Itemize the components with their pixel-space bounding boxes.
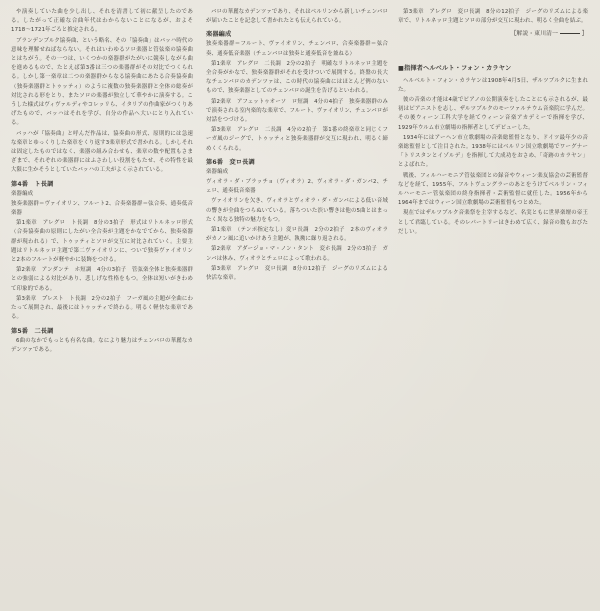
paragraph: 第3楽章 プレスト ト長調 2分の2拍子 フーガ風の主題が全曲にわたって展開され、最後にはトゥッティで終わる。明るく軽快な楽章である。 xyxy=(11,295,193,321)
paragraph: バロの華麗なカデンツァであり、それはベルリンから新しいチェンバロが届いたことを記念して書かれたとも伝えられている。 xyxy=(206,9,388,25)
conductor-section-title: ■指揮者ヘルベルト・フォン・カラヤン xyxy=(398,64,512,72)
section-heading: 第4番 ト長調 xyxy=(11,180,54,188)
paragraph: 戦後、フィルハーモニア管弦楽団との録音やウィーン楽友協会の芸術監督などを経て、1955年、フルトヴェングラーのあとをうけてベルリン・フィルハーモニー管弦楽団の終身指揮者・芸術監督に就任した。1956年から1964年まではウィーン国立歌劇場の芸術監督もつとめた。 xyxy=(398,172,588,207)
instrumentation: ヴィオラ・ダ・ブラッチョ（ヴィオラ）2、ヴィオラ・ダ・ガンバ2、チェロ、通奏低音楽器 xyxy=(206,179,388,195)
spacer xyxy=(398,46,588,64)
paragraph: 第2楽章 アフェットゥオーソ ロ短調 4分の4拍子 独奏楽器群のみで演奏される室内楽的な楽章で、フルート、ヴァイオリン、チェンバロが対話をつづける。 xyxy=(206,98,388,124)
column-middle xyxy=(206,0,388,611)
credit-rule xyxy=(560,33,580,34)
paragraph: 第1楽章 アレグロ 二長調 2分の2拍子 明確なリトルネッロ主題を全合奏がかなで、独奏楽器群がそれを受けついで展開する。終盤の長大なチェンバロのカデンツァは、この時代の協奏曲にはほとんど例のないもので、独奏楽器としてのチェンバロの誕生を告げるといわれる。 xyxy=(206,60,388,95)
paragraph: 彼の音楽の才能は4歳でピアノの公開演奏をしたことにも示されるが、最初はピアニストを志し、ザルツブルクのモーツァルテウム音楽院に学んだ。その後ウィーン工科大学を経てウィーン音楽アカデミーで指揮を学び、1929年ウルム市立劇場の指揮者としてデビューした。 xyxy=(398,97,588,131)
credit-bracket-close: ］ xyxy=(582,31,588,38)
paragraph: ヘルベルト・フォン・カラヤンは1908年4月5日、ザルツブルクに生まれた。 xyxy=(398,77,588,93)
paragraph: ヴァイオリンを欠き、ヴィオラとヴィオラ・ダ・ガンバによる低い音域の響きが全曲をつらぬいている。落ちついた渋い響きは他の5曲とはまったく異なる独特の魅力をもつ。 xyxy=(206,198,388,223)
paragraph: 第2楽章 アンダンテ ホ短調 4分の3拍子 管弦楽全体と独奏楽器群との強弱による対比があり、悲しげな性格をもつ。全体は短いがきわめて印象的である。 xyxy=(11,267,193,292)
column-right xyxy=(398,0,588,611)
paragraph: 現在ではザルツブルク音楽祭を主宰するなど、名実ともに世界楽壇の帝王として君臨している。そのレパートリーはきわめて広く、録音の数もおびただしい。 xyxy=(398,210,588,235)
section-heading: 第6番 変ロ長調 xyxy=(206,158,255,166)
paragraph: 第2楽章 アダージョ・マ・ノン・タント 変ホ長調 2分の3拍子 ガンバは休み、ヴィオラとチェロによって歌われる。 xyxy=(206,246,388,262)
credit-bracket-open: ［ xyxy=(510,31,517,38)
credit-name: 東川清一 xyxy=(534,31,559,38)
paragraph: 第3楽章 アレグロ 変ロ長調 8分の12拍子 ジーグのリズムによる楽章で、リトルネッロ主題とソロの部分が交互に現われ、明るく全曲を結ぶ。 xyxy=(398,9,588,25)
credit-prefix: 解説・ xyxy=(516,31,535,38)
section-subheading: 楽器編成 xyxy=(206,168,229,175)
paragraph: 第3楽章 アレグロ 変ロ長調 8分の12拍子 ジーグのリズムによる快活な楽章。 xyxy=(206,265,388,282)
column-left xyxy=(11,0,193,611)
instrumentation: 独奏楽器群＝ヴァイオリン、フルート2、合奏楽器群＝弦合奏、通奏低音楽器 xyxy=(11,200,193,217)
paragraph: バッハが『協奏曲』と呼んだ作品は、協奏曲の形式、原則的には急速な楽章とゆっくりした楽章をくり返す3楽章形式で書かれる。しかしそれは固定したものではなく、楽器の組み合わせも、楽章の数や配置もさまざまで、それぞれの楽器群にはふさわしい役割をもたせ、その特性を最大限に生かそうとしていたバッハの工夫がよく示されている。 xyxy=(11,130,193,174)
paragraph: 6曲のなかでもっとも有名な曲。なにより魅力はチェンバロの華麗なカデンツァである。 xyxy=(11,337,193,353)
paragraph: 第3楽章 アレグロ 二長調 4分の2拍子 第1番の終楽章と同じくフーガ風のジーグで、トゥッティと独奏楽器群が交互に現われ、明るく締めくくられる。 xyxy=(206,127,388,152)
paragraph: 1934年にはアーヘン市立歌劇場の音楽総監督となり、ドイツ最年少の音楽総監督として注目された。1938年にはベルリン国立歌劇場でワーグナー「トリスタンとイゾルデ」を指揮して大成功をおさめ、「奇跡のカラヤン」とよばれた。 xyxy=(398,134,588,169)
paragraph: 第1楽章 アレグロ ト長調 8分の3拍子 形式はリトルネッロ形式（合奏協奏曲の原則にしたがい全合奏が主題をかなでてから、独奏楽器群が現われる）で、トゥッティとソロが交互に対比されていく。主要主題はリトルネッロ主題で第二ヴァイオリンに、ついで独奏ヴァイオリンと2本のフルートが軽やかに装飾をつける。 xyxy=(11,220,193,264)
paragraph: 第1楽章 （テンポ指定なし）変ロ長調 2分の2拍子 2本のヴィオラがカノン風に追いかけあう主題が、執拗に繰り返される。 xyxy=(206,227,388,243)
section-subheading: 楽器編成 xyxy=(11,190,34,197)
instrumentation: 独奏楽器群＝フルート、ヴァイオリン、チェンバロ、合奏楽器群＝弦合奏、通奏低音楽器（チェンバロは独奏と通奏低音を兼ねる） xyxy=(206,41,388,57)
section-heading: 楽器編成 xyxy=(206,31,232,39)
commentary-credit xyxy=(398,30,588,39)
paragraph: ブランデンブルク協奏曲、という略名、その「協奏曲」はバッハ時代の意味を理解せねばならない。それはいわゆるソロ楽器と管弦楽の協奏曲とはちがう。その一つは、いくつかの楽器群がたがいに競奏しながら曲を進めるもので、たとえば第3番は三つの楽器群がその対比でつくられる。しかし第一楽章は二つの楽器群からなる協奏曲にあたる合奏協奏曲（独奏楽器群とトゥッティ）のように複数の独奏楽器群と全体の総奏が対比される形をとり、またソロの楽器が独立して華やかに演奏する。こうした様式はヴィヴァルディやコレッリら、イタリアの作曲家がつくりあげたもので、バッハはそれを学び、自分の作品へ大いにとり入れている。 xyxy=(11,37,193,127)
section-heading: 第5番 二長調 xyxy=(11,327,54,335)
paragraph: や演奏していた曲を少し出し、それを清書して初に献呈したのである。したがって正確な合曲年代はわからないことになるが、およそ1718〜1721年ごろと推定される。 xyxy=(11,9,193,34)
